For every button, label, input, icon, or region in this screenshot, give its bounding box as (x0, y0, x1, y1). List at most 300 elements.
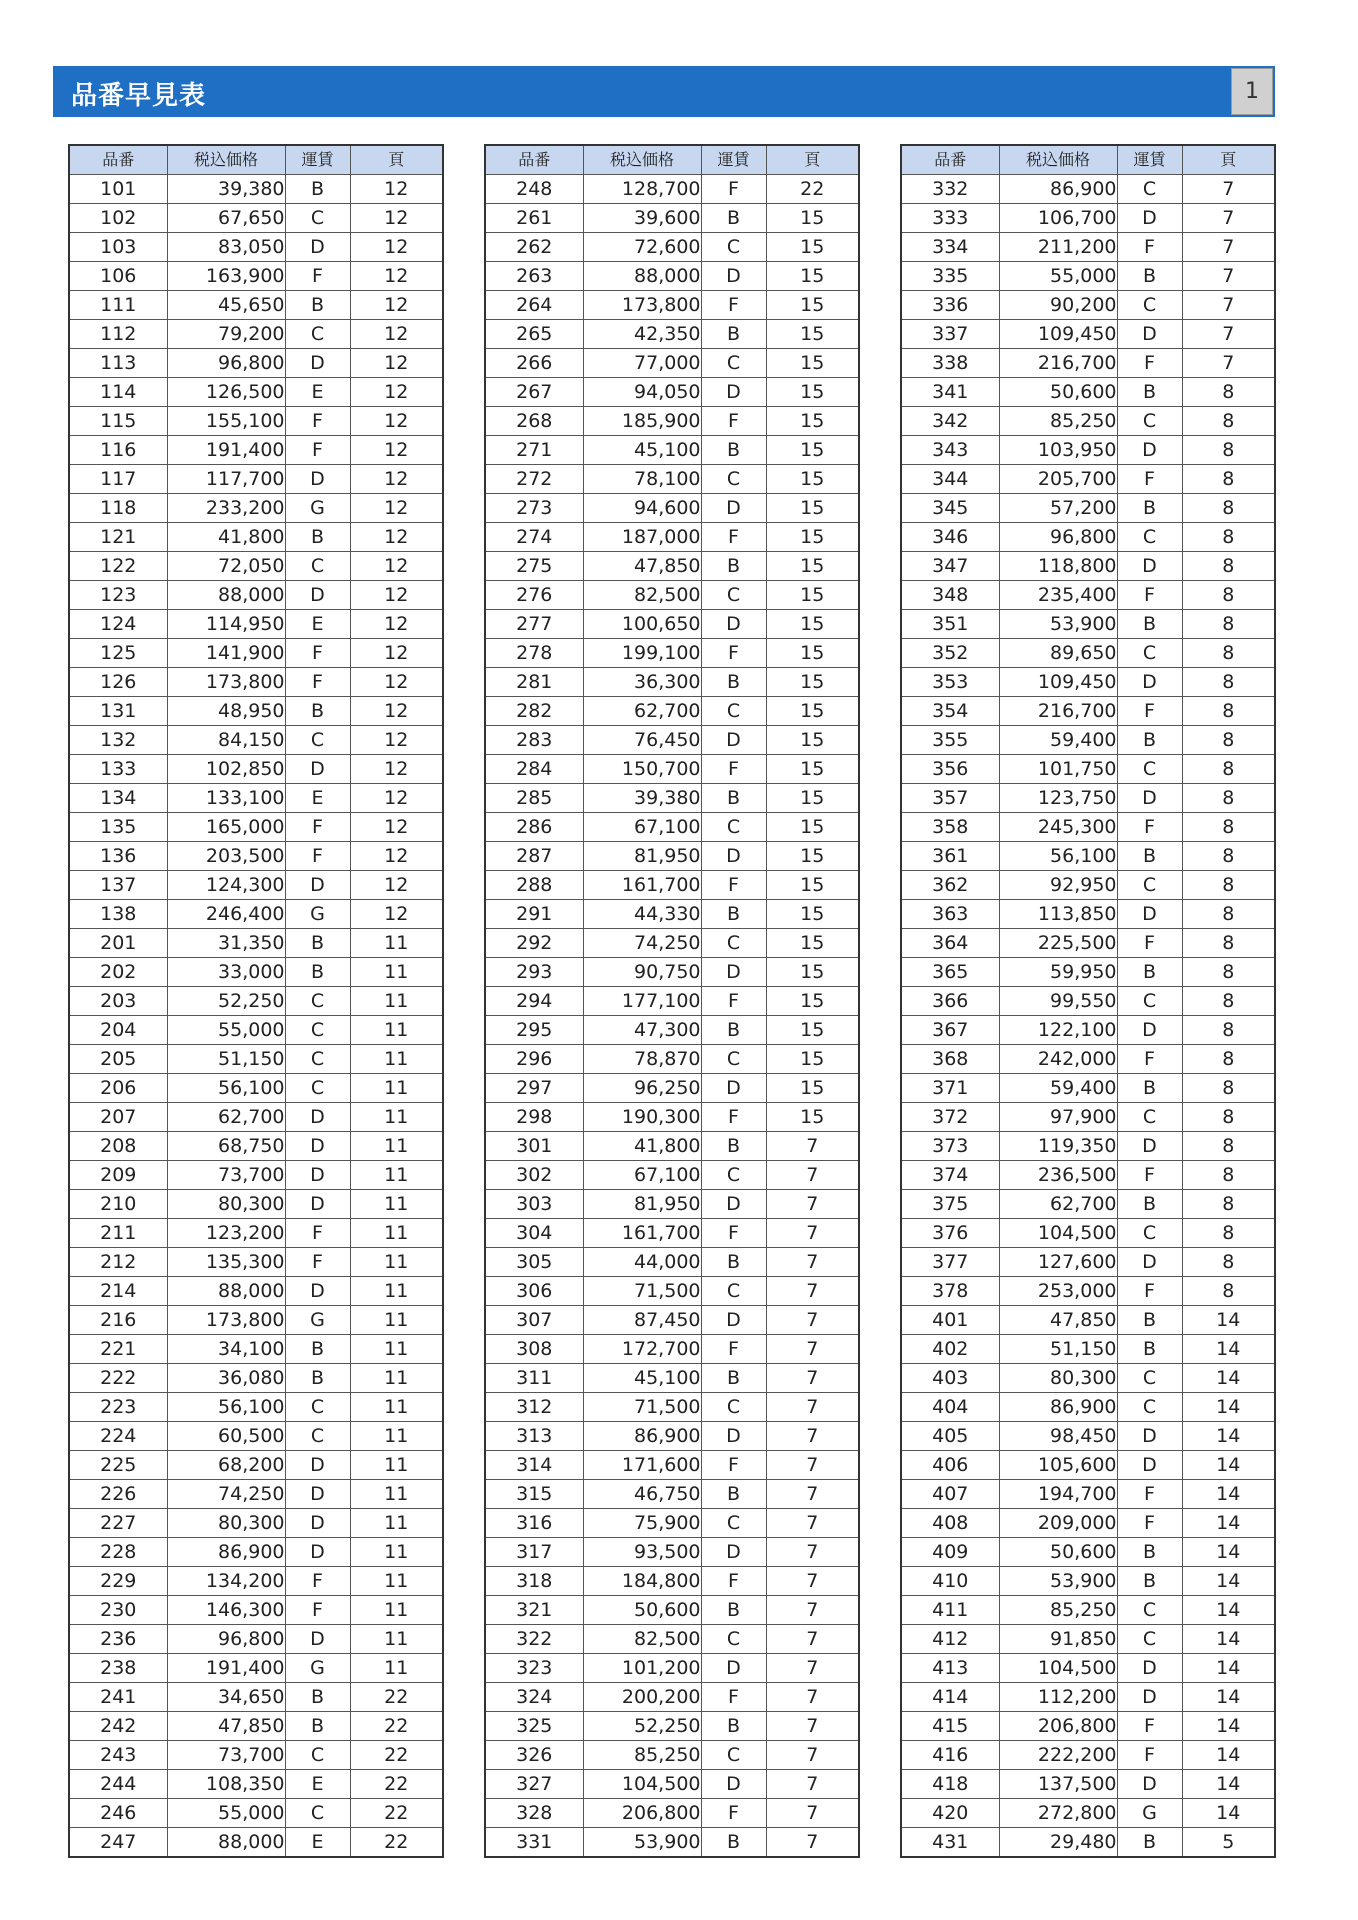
cell-shipping: C (1117, 871, 1182, 900)
table-row (901, 1770, 1275, 1799)
cell-code: 373 (901, 1132, 999, 1161)
cell-shipping: G (285, 1654, 350, 1683)
cell-shipping: C (1117, 407, 1182, 436)
table-row (69, 813, 443, 842)
cell-shipping: B (701, 900, 766, 929)
cell-page: 7 (1182, 349, 1275, 378)
header-page: 頁 (766, 145, 859, 175)
cell-shipping: D (285, 1103, 350, 1132)
cell-page: 7 (766, 1161, 859, 1190)
cell-shipping: D (701, 262, 766, 291)
cell-page: 11 (350, 1654, 443, 1683)
cell-price: 225,500 (999, 929, 1117, 958)
table-row (901, 1132, 1275, 1161)
price-table-3 (900, 144, 1276, 1858)
table-row (69, 1103, 443, 1132)
cell-shipping: C (1117, 291, 1182, 320)
table-row (901, 1016, 1275, 1045)
cell-page: 8 (1182, 552, 1275, 581)
cell-price: 29,480 (999, 1828, 1117, 1858)
cell-price: 47,300 (583, 1016, 701, 1045)
cell-code: 318 (485, 1567, 583, 1596)
cell-price: 109,450 (999, 320, 1117, 349)
cell-page: 8 (1182, 1045, 1275, 1074)
cell-shipping: C (701, 1625, 766, 1654)
cell-page: 8 (1182, 494, 1275, 523)
cell-price: 88,000 (583, 262, 701, 291)
cell-shipping: C (701, 233, 766, 262)
cell-page: 15 (766, 987, 859, 1016)
cell-page: 8 (1182, 465, 1275, 494)
cell-price: 177,100 (583, 987, 701, 1016)
cell-shipping: D (285, 1277, 350, 1306)
cell-price: 97,900 (999, 1103, 1117, 1132)
table-row (485, 1190, 859, 1219)
cell-code: 297 (485, 1074, 583, 1103)
cell-page: 12 (350, 581, 443, 610)
cell-price: 45,100 (583, 1364, 701, 1393)
table-row (69, 987, 443, 1016)
cell-page: 12 (350, 813, 443, 842)
table-row (901, 1509, 1275, 1538)
cell-page: 15 (766, 813, 859, 842)
cell-page: 11 (350, 1190, 443, 1219)
cell-shipping: F (1117, 581, 1182, 610)
cell-page: 11 (350, 1045, 443, 1074)
cell-page: 14 (1182, 1741, 1275, 1770)
table-row (485, 378, 859, 407)
cell-page: 15 (766, 1045, 859, 1074)
cell-code: 264 (485, 291, 583, 320)
cell-code: 136 (69, 842, 167, 871)
cell-price: 36,080 (167, 1364, 285, 1393)
table-row (485, 1074, 859, 1103)
cell-price: 80,300 (167, 1509, 285, 1538)
cell-page: 8 (1182, 697, 1275, 726)
cell-page: 14 (1182, 1335, 1275, 1364)
cell-code: 113 (69, 349, 167, 378)
cell-code: 102 (69, 204, 167, 233)
cell-code: 347 (901, 552, 999, 581)
table-row (485, 1480, 859, 1509)
cell-code: 204 (69, 1016, 167, 1045)
cell-shipping: D (285, 1480, 350, 1509)
cell-page: 12 (350, 320, 443, 349)
table-row (69, 494, 443, 523)
cell-code: 276 (485, 581, 583, 610)
table-row (485, 1799, 859, 1828)
cell-page: 5 (1182, 1828, 1275, 1858)
cell-page: 8 (1182, 1016, 1275, 1045)
table-row (485, 494, 859, 523)
header-price: 税込価格 (999, 145, 1117, 175)
table-row (901, 204, 1275, 233)
cell-price: 86,900 (999, 1393, 1117, 1422)
table-row (485, 842, 859, 871)
cell-price: 53,900 (999, 1567, 1117, 1596)
table-row (485, 320, 859, 349)
cell-shipping: B (285, 958, 350, 987)
cell-page: 14 (1182, 1509, 1275, 1538)
cell-shipping: C (1117, 1103, 1182, 1132)
cell-shipping: F (701, 291, 766, 320)
cell-page: 14 (1182, 1480, 1275, 1509)
table-row (485, 755, 859, 784)
cell-price: 51,150 (999, 1335, 1117, 1364)
table-row (901, 639, 1275, 668)
cell-code: 262 (485, 233, 583, 262)
table-row (901, 1219, 1275, 1248)
table-row (901, 1451, 1275, 1480)
cell-page: 7 (766, 1654, 859, 1683)
table-row (901, 1045, 1275, 1074)
cell-price: 79,200 (167, 320, 285, 349)
cell-price: 173,800 (167, 668, 285, 697)
cell-shipping: C (285, 1799, 350, 1828)
table-row (485, 1509, 859, 1538)
table-row (485, 1770, 859, 1799)
table-row (901, 1828, 1275, 1858)
cell-price: 101,750 (999, 755, 1117, 784)
table-row (485, 1364, 859, 1393)
cell-price: 108,350 (167, 1770, 285, 1799)
table-row (69, 407, 443, 436)
table-row (485, 987, 859, 1016)
cell-code: 313 (485, 1422, 583, 1451)
cell-code: 293 (485, 958, 583, 987)
cell-page: 7 (1182, 204, 1275, 233)
cell-shipping: C (701, 813, 766, 842)
table-row (901, 1596, 1275, 1625)
cell-price: 96,800 (999, 523, 1117, 552)
cell-page: 12 (350, 407, 443, 436)
table-row (69, 1654, 443, 1683)
cell-shipping: D (701, 1074, 766, 1103)
cell-page: 11 (350, 987, 443, 1016)
cell-shipping: F (701, 1799, 766, 1828)
cell-shipping: D (1117, 668, 1182, 697)
cell-shipping: C (285, 1422, 350, 1451)
cell-page: 15 (766, 436, 859, 465)
cell-shipping: F (1117, 929, 1182, 958)
cell-price: 87,450 (583, 1306, 701, 1335)
cell-shipping: D (285, 1625, 350, 1654)
cell-shipping: D (701, 1306, 766, 1335)
cell-shipping: D (285, 349, 350, 378)
cell-page: 12 (350, 349, 443, 378)
cell-price: 134,200 (167, 1567, 285, 1596)
cell-code: 126 (69, 668, 167, 697)
cell-code: 281 (485, 668, 583, 697)
table-row (901, 320, 1275, 349)
table-row (901, 813, 1275, 842)
table-row (69, 1190, 443, 1219)
table-row (485, 1277, 859, 1306)
cell-shipping: D (1117, 552, 1182, 581)
cell-code: 121 (69, 523, 167, 552)
cell-price: 52,250 (167, 987, 285, 1016)
cell-page: 7 (766, 1480, 859, 1509)
header-page: 頁 (350, 145, 443, 175)
table-row (485, 262, 859, 291)
table-row (901, 1074, 1275, 1103)
cell-shipping: C (285, 1393, 350, 1422)
table-row (485, 1306, 859, 1335)
cell-price: 128,700 (583, 175, 701, 204)
cell-shipping: D (285, 1190, 350, 1219)
table-row (69, 581, 443, 610)
cell-shipping: F (285, 1219, 350, 1248)
cell-shipping: F (285, 1567, 350, 1596)
cell-price: 31,350 (167, 929, 285, 958)
cell-code: 378 (901, 1277, 999, 1306)
header-code: 品番 (901, 145, 999, 175)
cell-price: 105,600 (999, 1451, 1117, 1480)
cell-code: 357 (901, 784, 999, 813)
cell-code: 420 (901, 1799, 999, 1828)
cell-page: 7 (766, 1509, 859, 1538)
cell-page: 11 (350, 1625, 443, 1654)
header-shipping: 運賃 (701, 145, 766, 175)
cell-page: 12 (350, 871, 443, 900)
cell-page: 15 (766, 726, 859, 755)
cell-shipping: B (1117, 610, 1182, 639)
cell-price: 206,800 (583, 1799, 701, 1828)
table-row (485, 668, 859, 697)
cell-page: 15 (766, 842, 859, 871)
cell-code: 332 (901, 175, 999, 204)
cell-page: 7 (766, 1422, 859, 1451)
cell-code: 352 (901, 639, 999, 668)
cell-price: 42,350 (583, 320, 701, 349)
cell-price: 104,500 (583, 1770, 701, 1799)
cell-code: 335 (901, 262, 999, 291)
cell-price: 81,950 (583, 842, 701, 871)
cell-code: 348 (901, 581, 999, 610)
cell-price: 57,200 (999, 494, 1117, 523)
cell-page: 8 (1182, 813, 1275, 842)
cell-code: 115 (69, 407, 167, 436)
cell-code: 284 (485, 755, 583, 784)
cell-shipping: G (285, 494, 350, 523)
cell-shipping: G (1117, 1799, 1182, 1828)
cell-code: 230 (69, 1596, 167, 1625)
cell-code: 211 (69, 1219, 167, 1248)
cell-price: 47,850 (999, 1306, 1117, 1335)
cell-page: 11 (350, 1306, 443, 1335)
cell-price: 77,000 (583, 349, 701, 378)
table-row (901, 871, 1275, 900)
cell-price: 59,400 (999, 1074, 1117, 1103)
cell-shipping: D (701, 1190, 766, 1219)
cell-page: 15 (766, 465, 859, 494)
table-row (69, 1074, 443, 1103)
table-row (69, 349, 443, 378)
cell-page: 7 (1182, 262, 1275, 291)
cell-shipping: F (1117, 697, 1182, 726)
cell-price: 123,750 (999, 784, 1117, 813)
cell-page: 7 (766, 1393, 859, 1422)
cell-price: 117,700 (167, 465, 285, 494)
cell-shipping: D (1117, 1451, 1182, 1480)
cell-code: 205 (69, 1045, 167, 1074)
table-row (901, 1538, 1275, 1567)
cell-code: 341 (901, 378, 999, 407)
table-row (69, 1799, 443, 1828)
cell-code: 133 (69, 755, 167, 784)
table-row (901, 436, 1275, 465)
cell-page: 8 (1182, 1190, 1275, 1219)
cell-price: 80,300 (999, 1364, 1117, 1393)
table-row (485, 1625, 859, 1654)
cell-shipping: C (701, 1509, 766, 1538)
cell-shipping: B (1117, 1567, 1182, 1596)
cell-price: 171,600 (583, 1451, 701, 1480)
cell-page: 12 (350, 784, 443, 813)
table-row (485, 813, 859, 842)
cell-price: 124,300 (167, 871, 285, 900)
cell-shipping: D (701, 1770, 766, 1799)
cell-price: 190,300 (583, 1103, 701, 1132)
cell-page: 11 (350, 1393, 443, 1422)
cell-price: 88,000 (167, 581, 285, 610)
cell-code: 227 (69, 1509, 167, 1538)
cell-code: 311 (485, 1364, 583, 1393)
table-row (901, 1335, 1275, 1364)
cell-code: 116 (69, 436, 167, 465)
cell-price: 96,250 (583, 1074, 701, 1103)
cell-code: 268 (485, 407, 583, 436)
cell-code: 377 (901, 1248, 999, 1277)
cell-price: 45,650 (167, 291, 285, 320)
table-row (485, 349, 859, 378)
cell-page: 14 (1182, 1422, 1275, 1451)
table-header-row (485, 145, 859, 175)
cell-code: 291 (485, 900, 583, 929)
cell-code: 229 (69, 1567, 167, 1596)
cell-shipping: B (701, 320, 766, 349)
table-row (485, 523, 859, 552)
cell-code: 358 (901, 813, 999, 842)
table-row (901, 1741, 1275, 1770)
table-row (901, 1306, 1275, 1335)
cell-page: 15 (766, 233, 859, 262)
cell-shipping: B (285, 291, 350, 320)
cell-code: 418 (901, 1770, 999, 1799)
cell-page: 15 (766, 929, 859, 958)
cell-shipping: D (1117, 784, 1182, 813)
cell-code: 282 (485, 697, 583, 726)
cell-page: 12 (350, 291, 443, 320)
header-page: 頁 (1182, 145, 1275, 175)
cell-shipping: B (701, 1828, 766, 1858)
cell-code: 375 (901, 1190, 999, 1219)
cell-shipping: D (285, 1161, 350, 1190)
cell-price: 211,200 (999, 233, 1117, 262)
cell-page: 15 (766, 581, 859, 610)
table-row (485, 1422, 859, 1451)
cell-shipping: B (701, 552, 766, 581)
cell-code: 118 (69, 494, 167, 523)
table-row (69, 262, 443, 291)
table-row (485, 1712, 859, 1741)
table-row (69, 1480, 443, 1509)
cell-code: 123 (69, 581, 167, 610)
table-row (901, 523, 1275, 552)
cell-shipping: B (701, 1132, 766, 1161)
table-row (901, 1248, 1275, 1277)
cell-price: 33,000 (167, 958, 285, 987)
table-row (69, 668, 443, 697)
cell-shipping: F (701, 175, 766, 204)
cell-price: 96,800 (167, 349, 285, 378)
cell-price: 44,000 (583, 1248, 701, 1277)
cell-page: 7 (766, 1770, 859, 1799)
cell-price: 72,600 (583, 233, 701, 262)
cell-page: 7 (766, 1683, 859, 1712)
table-row (69, 1828, 443, 1858)
cell-page: 8 (1182, 900, 1275, 929)
table-row (69, 1016, 443, 1045)
cell-price: 127,600 (999, 1248, 1117, 1277)
cell-shipping: C (701, 697, 766, 726)
cell-code: 134 (69, 784, 167, 813)
table-row (485, 1828, 859, 1858)
table-row (485, 175, 859, 204)
cell-code: 302 (485, 1161, 583, 1190)
cell-price: 126,500 (167, 378, 285, 407)
cell-page: 11 (350, 1248, 443, 1277)
cell-shipping: F (701, 1335, 766, 1364)
cell-shipping: B (701, 1248, 766, 1277)
cell-code: 401 (901, 1306, 999, 1335)
cell-page: 15 (766, 610, 859, 639)
cell-page: 11 (350, 1538, 443, 1567)
cell-price: 92,950 (999, 871, 1117, 900)
cell-code: 263 (485, 262, 583, 291)
cell-price: 199,100 (583, 639, 701, 668)
cell-code: 266 (485, 349, 583, 378)
cell-price: 45,100 (583, 436, 701, 465)
cell-shipping: D (285, 755, 350, 784)
table-row (69, 436, 443, 465)
table-row (901, 1103, 1275, 1132)
cell-code: 364 (901, 929, 999, 958)
cell-shipping: C (1117, 1219, 1182, 1248)
cell-price: 206,800 (999, 1712, 1117, 1741)
table-row (485, 1045, 859, 1074)
cell-code: 112 (69, 320, 167, 349)
cell-price: 73,700 (167, 1161, 285, 1190)
cell-page: 22 (766, 175, 859, 204)
table-row (69, 1451, 443, 1480)
cell-shipping: C (701, 1277, 766, 1306)
cell-code: 275 (485, 552, 583, 581)
cell-price: 88,000 (167, 1277, 285, 1306)
cell-page: 15 (766, 378, 859, 407)
cell-price: 272,800 (999, 1799, 1117, 1828)
cell-code: 408 (901, 1509, 999, 1538)
table-row (485, 1016, 859, 1045)
cell-page: 11 (350, 1016, 443, 1045)
cell-price: 34,650 (167, 1683, 285, 1712)
cell-price: 39,380 (583, 784, 701, 813)
cell-price: 83,050 (167, 233, 285, 262)
cell-price: 48,950 (167, 697, 285, 726)
cell-shipping: F (701, 407, 766, 436)
cell-shipping: B (285, 1712, 350, 1741)
cell-shipping: B (285, 1335, 350, 1364)
